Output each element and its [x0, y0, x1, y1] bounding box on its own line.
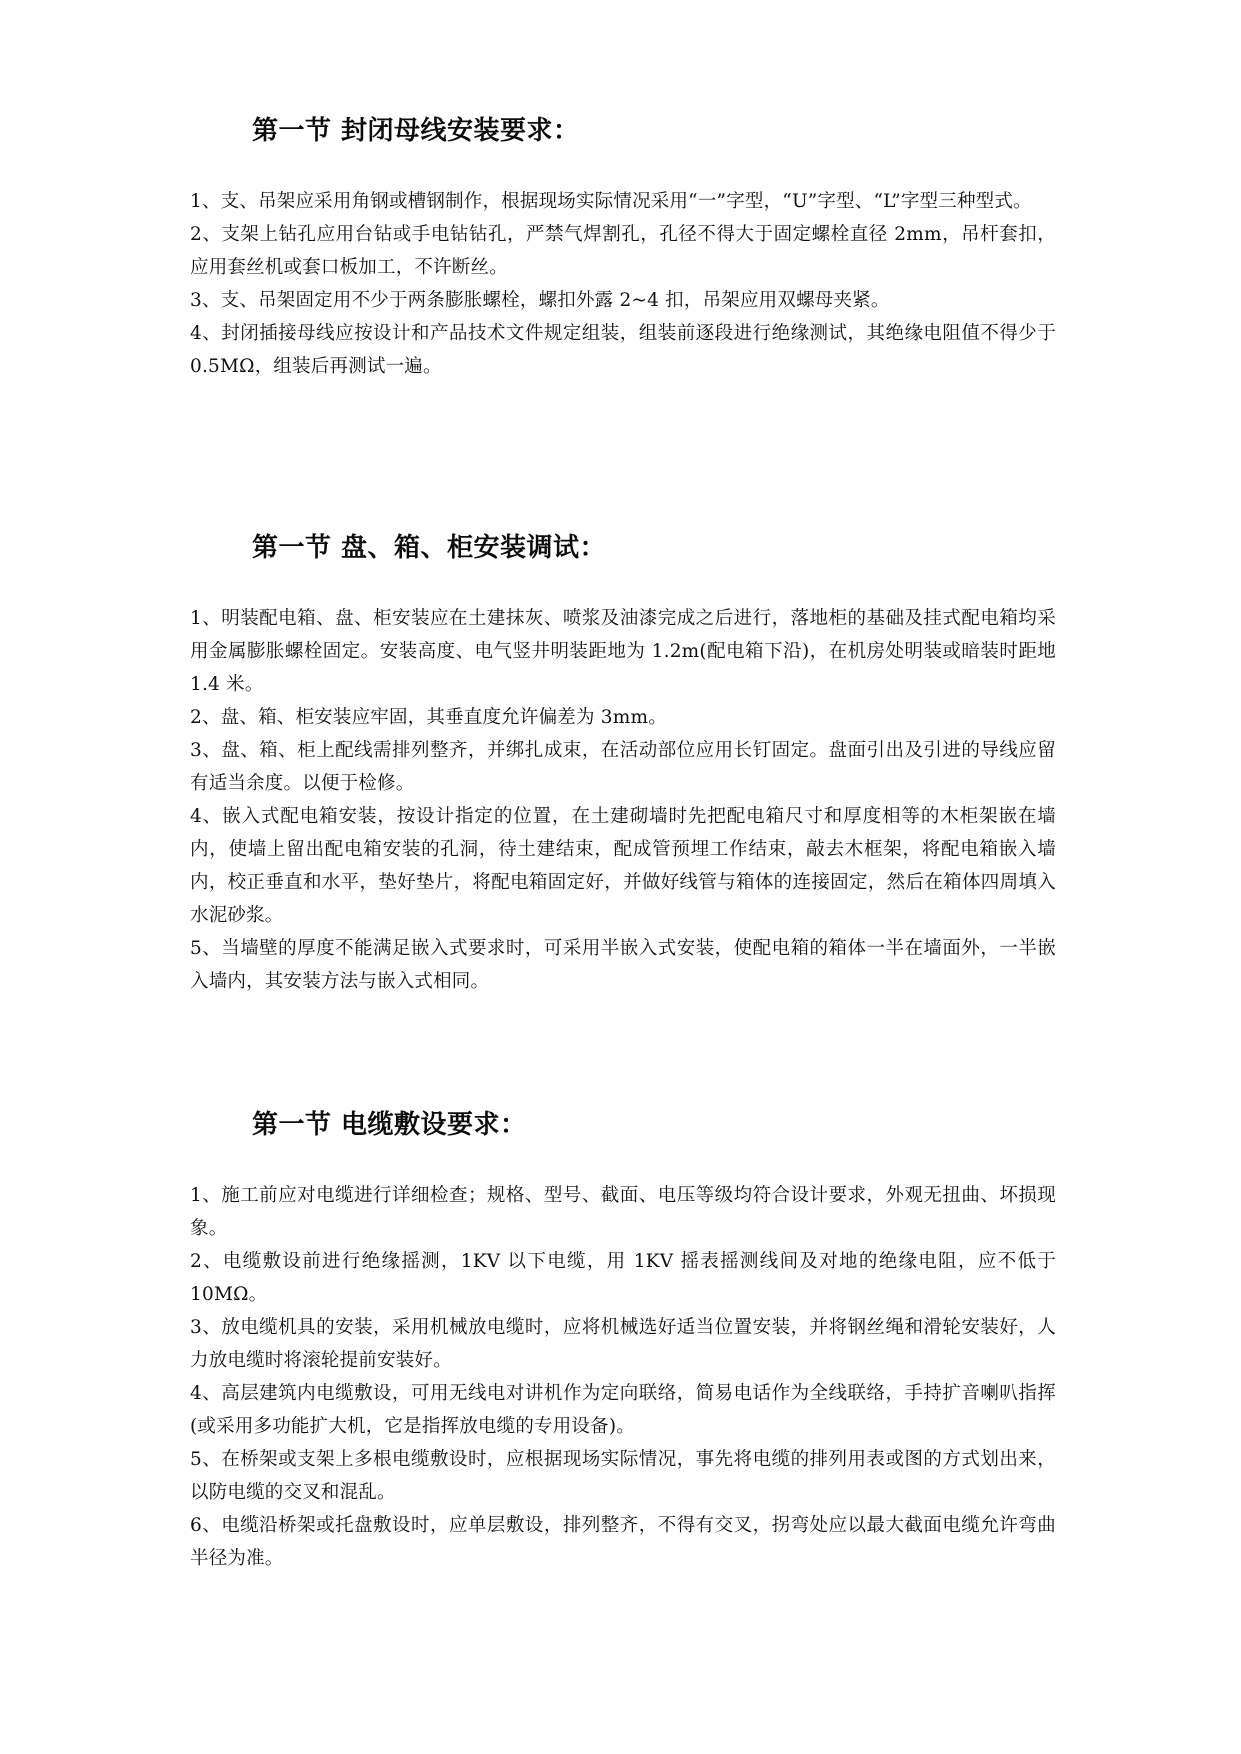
list-item: 4、封闭插接母线应按设计和产品技术文件规定组装，组装前逐段进行绝缘测试，其绝缘电阻值不得少于 0.5MΩ，组装后再测试一遍。: [190, 323, 1056, 377]
list-item: 6、电缆沿桥架或托盘敷设时，应单层敷设，排列整齐，不得有交叉，拐弯处应以最大截面电缆允许弯曲半径为准。: [190, 1515, 1056, 1569]
list-item: 2、支架上钻孔应用台钻或手电钻钻孔，严禁气焊割孔，孔径不得大于固定螺栓直径 2mm，吊杆套扣，应用套丝机或套口板加工，不许断丝。: [190, 224, 1056, 278]
list-item: 4、高层建筑内电缆敷设，可用无线电对讲机作为定向联络，简易电话作为全线联络，手持扩音喇叭指挥(或采用多功能扩大机，它是指挥放电缆的专用设备)。: [190, 1383, 1056, 1437]
list-item: 5、在桥架或支架上多根电缆敷设时，应根据现场实际情况，事先将电缆的排列用表或图的方式划出来，以防电缆的交叉和混乱。: [190, 1449, 1056, 1503]
list-item: 1、施工前应对电缆进行详细检查；规格、型号、截面、电压等级均符合设计要求，外观无扭曲、坏损现象。: [190, 1185, 1056, 1239]
list-item: 2、电缆敷设前进行绝缘摇测，1KV 以下电缆，用 1KV 摇表摇测线间及对地的绝缘电阻，应不低于 10MΩ。: [190, 1251, 1056, 1305]
list-item: 3、盘、箱、柜上配线需排列整齐，并绑扎成束，在活动部位应用长钉固定。盘面引出及引进的导线应留有适当余度。以便于检修。: [190, 740, 1056, 794]
list-item: 1、支、吊架应采用角钢或槽钢制作，根据现场实际情况采用“一”字型，“U”字型、“L”字型三种型式。: [190, 191, 1032, 212]
item-list: [190, 185, 1056, 383]
item-list: [190, 602, 1056, 998]
section-panel-cabinet-installation: [190, 530, 1056, 998]
section-busway-installation: [190, 113, 1056, 383]
list-item: 1、明装配电箱、盘、柜安装应在土建抹灰、喷浆及油漆完成之后进行，落地柜的基础及挂式配电箱均采用金属膨胀螺栓固定。安装高度、电气竖井明装距地为 1.2m(配电箱下沿)，在机房处明装或暗装时距地 1.4 米。: [190, 608, 1056, 695]
list-item: 2、盘、箱、柜安装应牢固，其垂直度允许偏差为 3mm。: [190, 707, 667, 728]
section-title: 第一节 电缆敷设要求：: [252, 1110, 527, 1140]
list-item: 3、支、吊架固定用不少于两条膨胀螺栓，螺扣外露 2~4 扣，吊架应用双螺母夹紧。: [190, 290, 890, 311]
list-item: 4、嵌入式配电箱安装，按设计指定的位置，在土建砌墙时先把配电箱尺寸和厚度相等的木柜架嵌在墙内，使墙上留出配电箱安装的孔洞，待土建结束，配成管预埋工作结束，敲去木框架，将配电箱嵌入墙内，校正垂直和水平，垫好垫片，将配电箱固定好，并做好线管与箱体的连接固定，然后在箱体四周填入水泥砂浆。: [190, 806, 1056, 926]
section-cable-laying: [190, 1107, 1056, 1575]
item-list: [190, 1179, 1056, 1575]
list-item: 5、当墙壁的厚度不能满足嵌入式要求时，可采用半嵌入式安装，使配电箱的箱体一半在墙面外，一半嵌入墙内，其安装方法与嵌入式相同。: [190, 938, 1056, 992]
section-title: 第一节 封闭母线安装要求：: [252, 116, 580, 146]
section-title: 第一节 盘、箱、柜安装调试：: [252, 533, 607, 563]
list-item: 3、放电缆机具的安装，采用机械放电缆时，应将机械选好适当位置安装，并将钢丝绳和滑轮安装好，人力放电缆时将滚轮提前安装好。: [190, 1317, 1056, 1371]
